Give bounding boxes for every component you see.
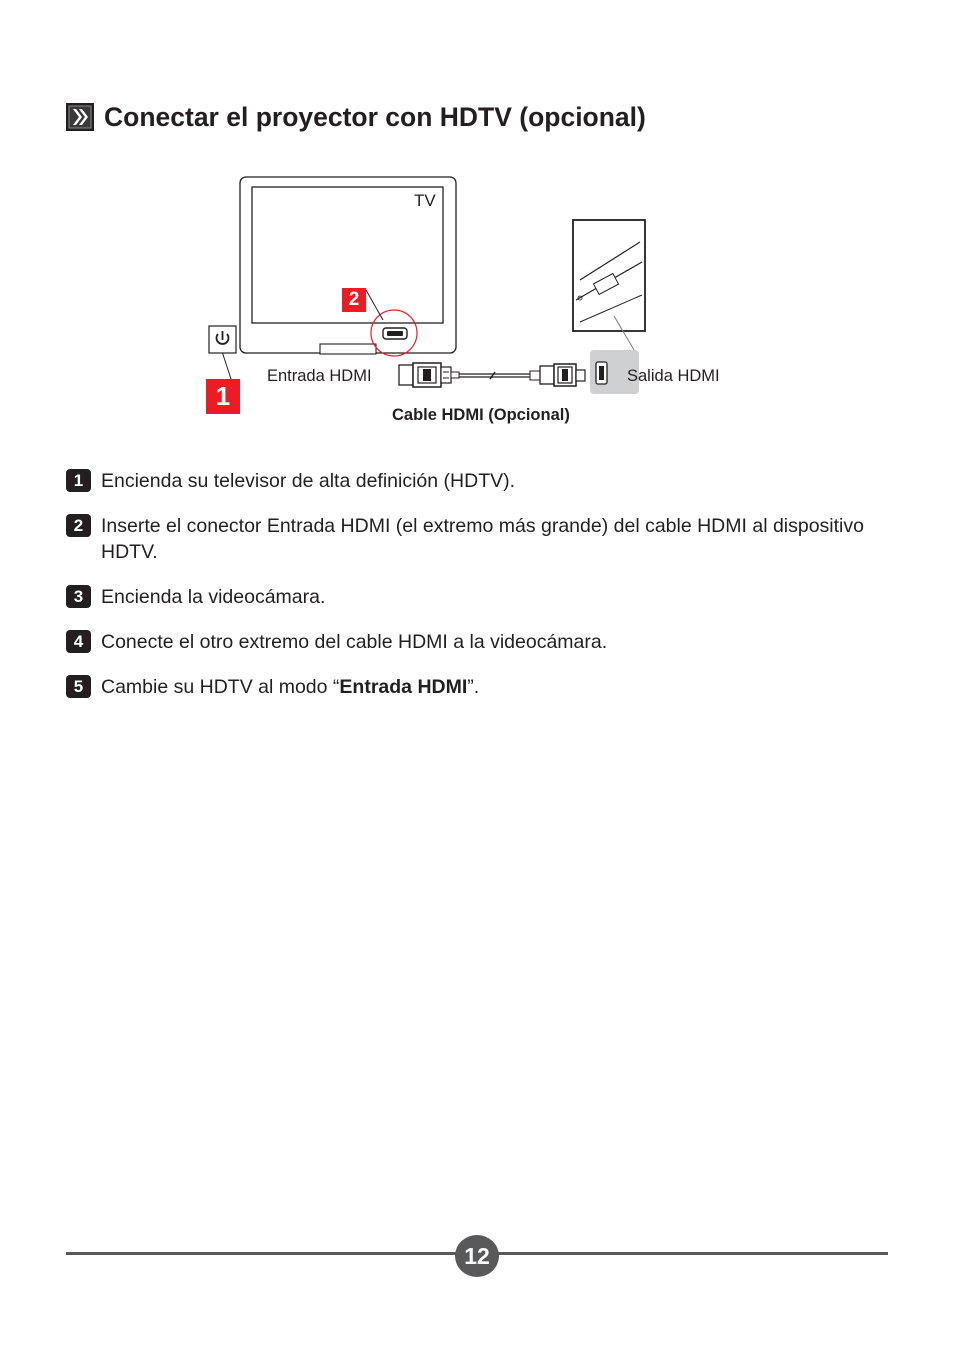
step-text: Inserte el conector Entrada HDMI (el extremo más grande) del cable HDMI al dispositivo HDTV. — [101, 515, 864, 563]
section-heading — [66, 100, 646, 134]
callout-1-label: 1 — [215, 381, 231, 411]
step-number-badge: 4 — [66, 630, 91, 653]
step-text: Conecte el otro extremo del cable HDMI a la videocámara. — [101, 631, 608, 653]
step-number-badge: 3 — [66, 585, 91, 608]
list-item — [66, 584, 886, 610]
step-text — [101, 676, 479, 698]
step-number-badge: 5 — [66, 675, 91, 698]
page-title: Conectar el proyector con HDTV (opcional) — [104, 101, 646, 132]
step-text-bold: Entrada HDMI — [339, 676, 468, 698]
step-text-after: ”. — [467, 676, 480, 698]
instruction-steps — [66, 468, 886, 719]
step-text-before: Cambie su HDTV al modo “ — [101, 676, 340, 698]
hdmi-out-label: Salida HDMI — [627, 367, 720, 385]
step-text: Encienda su televisor de alta definición (HDTV). — [101, 470, 516, 492]
chevron-right-icon — [66, 103, 94, 131]
footer-rule-right — [496, 1252, 888, 1255]
hdmi-in-label: Entrada HDMI — [267, 367, 372, 385]
cable-label: Cable HDMI (Opcional) — [392, 406, 570, 424]
list-item — [66, 629, 886, 655]
camera-illustration — [573, 220, 645, 331]
power-icon — [209, 326, 236, 353]
list-item — [66, 513, 886, 565]
step-number-badge: 2 — [66, 514, 91, 537]
step-number-badge: 1 — [66, 469, 91, 492]
callout-2-label: 2 — [348, 289, 360, 310]
tv-label: TV — [414, 191, 436, 210]
hdmi-cable — [399, 363, 585, 387]
footer-rule-left — [66, 1252, 458, 1255]
step-text: Encienda la videocámara. — [101, 586, 326, 608]
page-number: 12 — [455, 1235, 499, 1277]
list-item — [66, 674, 886, 700]
hdtv-connection-diagram — [200, 170, 760, 440]
list-item — [66, 468, 886, 494]
